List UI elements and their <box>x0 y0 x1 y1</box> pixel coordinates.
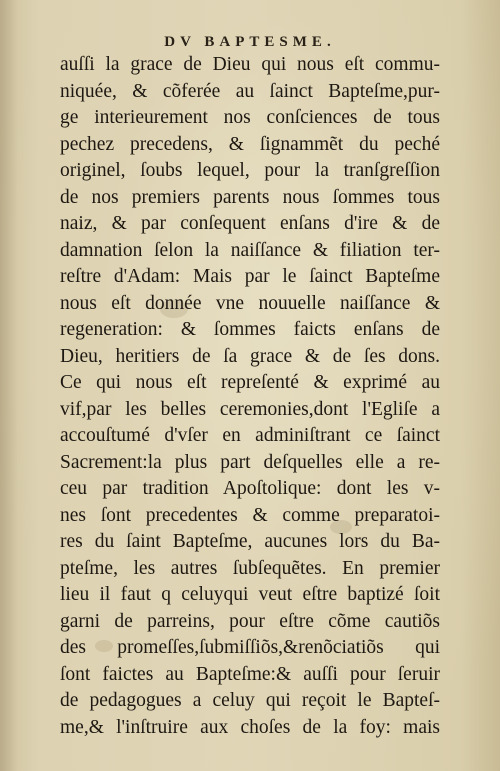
text-line: de pedagogues a celuy qui reçoit le Bapteſ- <box>60 690 440 711</box>
text-line: pteſme, les autres ſubſequẽtes. En premier <box>60 557 440 579</box>
text-line: accouſtumé d'vſer en adminiſtrant ce ſainct <box>60 425 440 446</box>
text-line: reſtre d'Adam: Mais par le ſainct Bapteſme <box>60 266 440 287</box>
text-line: Ce qui nous eſt repreſenté & exprimé au <box>60 372 440 393</box>
text-line: nous eſt donnée vne nouuelle naiſſance & <box>60 292 440 314</box>
text-line: niquée, & cõferée au ſainct Bapteſme,pur- <box>60 80 440 102</box>
text-line: lieu il faut q celuyqui veut eſtre baptizé ſoit <box>60 584 440 605</box>
text-line: ſont faictes au Bapteſme:& auſſi pour ſeruir <box>60 663 440 685</box>
text-line: regeneration: & ſommes faicts enſans de <box>60 319 440 340</box>
page-gutter-shadow <box>0 0 18 771</box>
text-line: vif,par les belles ceremonies,dont l'Egliſe a <box>60 398 440 420</box>
text-line: auſſi la grace de Dieu qui nous eſt commu- <box>60 54 440 75</box>
text-line: me,& l'inſtruire aux choſes de la foy: mais <box>60 716 440 738</box>
text-line: ceu par tradition Apoſtolique: dont les v- <box>60 478 440 499</box>
text-line: ge interieurement nos conſciences de tous <box>60 107 440 128</box>
text-line: de nos premiers parents nous ſommes tous <box>60 186 440 208</box>
text-line: pechez precedens, & ſignammẽt du peché <box>60 133 440 155</box>
text-line: originel, ſoubs lequel, pour la tranſgreſſion <box>60 160 440 181</box>
text-line: damnation ſelon la naiſſance & filiation ter- <box>60 239 440 261</box>
text-line: des promeſſes,ſubmiſſiõs,&renõciatiõs qui <box>60 637 440 658</box>
text-line: res du ſaint Bapteſme, aucunes lors du Ba- <box>60 531 440 552</box>
text-line: Sacrement:la plus part deſquelles elle a re- <box>60 451 440 473</box>
running-head: DV BAPTESME. <box>164 34 336 50</box>
text-line: Dieu, heritiers de ſa grace & de ſes dons. <box>60 345 440 367</box>
body-text <box>60 52 440 741</box>
text-line: nes ſont precedentes & comme preparatoi- <box>60 504 440 526</box>
text-line: naiz, & par conſequent enſans d'ire & de <box>60 213 440 234</box>
text-line: garni de parreins, pour eſtre cõme cautiõs <box>60 610 440 632</box>
